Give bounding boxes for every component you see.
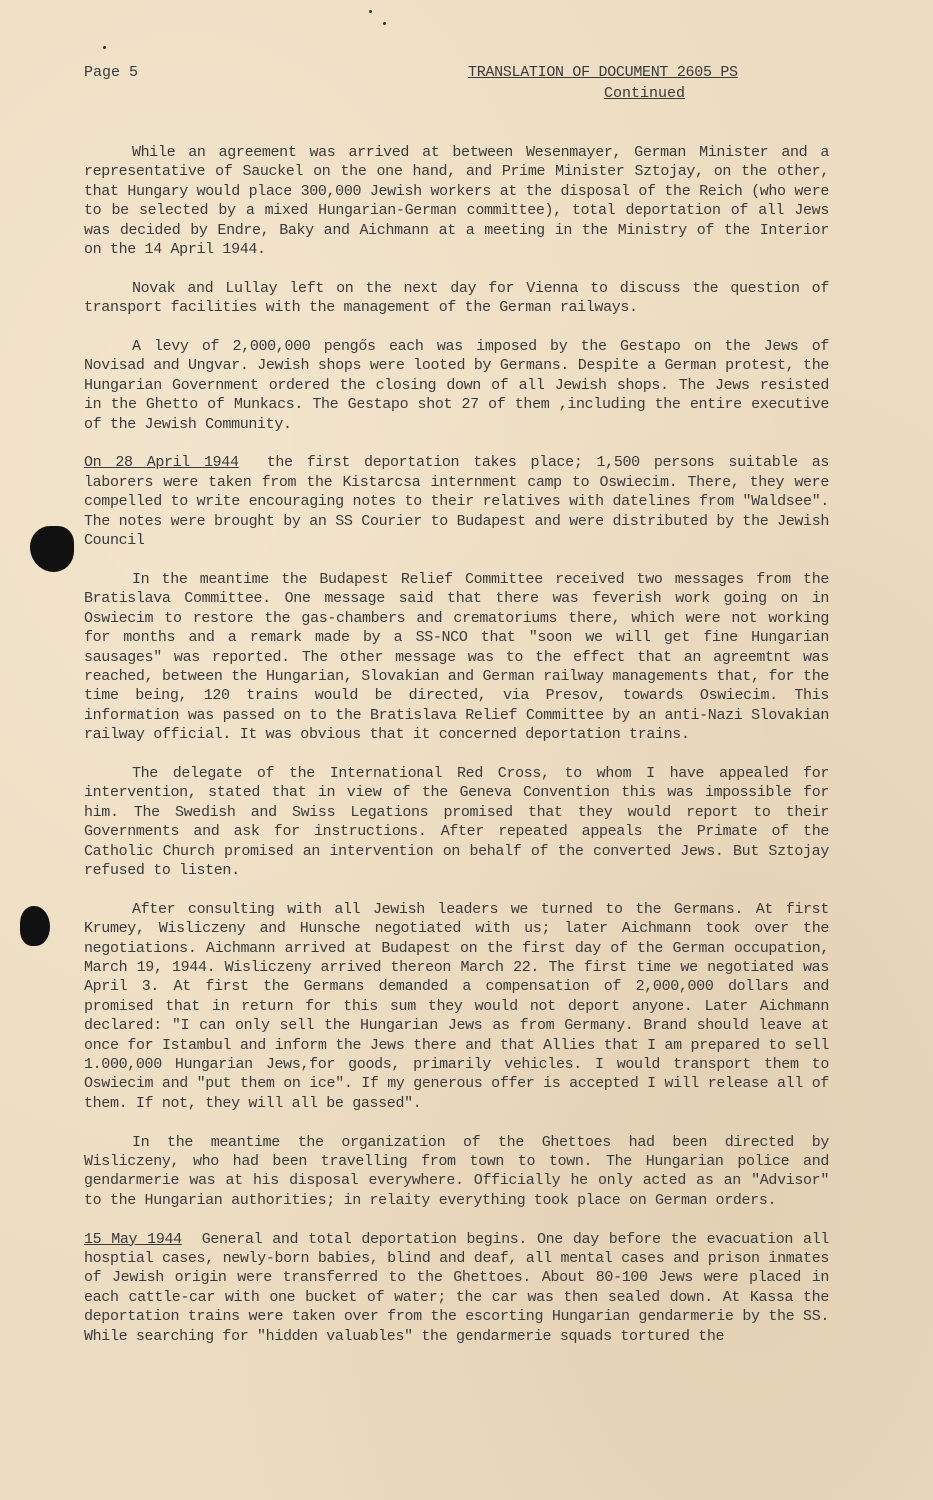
paragraph-text: General and total deportation begins. One day before the evacuation all hosptial cases, newly-born babies, blind and deaf, all mental cases and prison inmates of Jewish origin were transferred to the Ghettoes. About 80-100 Jews were placed in each cattle-car with one bucket of water; the car was then sealed down. At Kassa the deportation trains were taken over from the escorting Hungarian gendarmerie by the SS. While searching for "hidden valuables" the gendarmerie squads tortured the [84,1230,829,1345]
paragraph-date: 15 May 1944 [84,1230,182,1248]
paragraph: Novak and Lullay left on the next day for Vienna to discuss the question of transport facilities with the management of the German railways. [84,279,829,317]
punch-hole [20,906,50,946]
paragraph: While an agreement was arrived at between Wesenmayer, German Minister and a representative of Sauckel on the one hand, and Prime Minister Sztojay, on the other, that Hungary would place 300,000 Jewish workers at the disposal of the Reich (who were to be selected by a mixed Hungarian-German committee), total deportation of all Jews was decided by Endre, Baky and Aichmann at a meeting in the Ministry of the Interior on the 14 April 1944. [84,144,829,259]
document-body [84,143,829,1365]
paragraph: In the meantime the Budapest Relief Committee received two messages from the Bratislava Committee. One message said that there was feverish work going on in Oswiecim to restore the gas-chambers and crematoriums there, which were not working for months and a remark made by a SS-NCO that "soon we will get fine Hungarian sausages" was reported. The other message was to the effect that an agreemtnt was reached, between the Hungarian, Slovakian and German railway managements that, for the time being, 120 trains would be directed, via Presov, towards Oswiecim. This information was passed on to the Bratislava Relief Committee by an anti-Nazi Slovakian railway official. It was obvious that it concerned deportation trains. [84,570,829,744]
paper-speck [369,10,372,13]
paragraph: After consulting with all Jewish leaders we turned to the Germans. At first Krumey, Wisliczeny and Hunsche negotiated with us; later Aichmann took over the negotiations. Aichmann arrived at Budapest on the first day of the German occupation, March 19, 1944. Wisliczeny arrived thereon March 22. The first time we negotiated was April 3. At first the Germans demanded a compensation of 2,000,000 dollars and promised that in return for this sum they would not deport anyone. Later Aichmann declared: "I can only sell the Hungarian Jews as from Germany. Brand should leave at once for Istambul and inform the Jews there and that Allies that I am prepared to sell 1.000,000 Hungarian Jews,for goods, primarily vehicles. I would transport them to Oswiecim and "put them on ice". If my generous offer is accepted I will release all of them. If not, they will all be gassed". [84,900,829,1112]
paper-speck [383,22,386,25]
dated-paragraph [84,1230,829,1346]
page-number: Page 5 [84,64,139,81]
paragraph-date: On 28 April 1944 [84,454,239,472]
punch-hole [30,526,74,572]
paper-speck [103,46,106,49]
paragraph-text: the first deportation takes place; 1,500 persons suitable as laborers were taken from the Kistarcsa internment camp to Oswiecim. There, they were compelled to write encouraging notes to their relatives with datelines from "Waldsee". The notes were brought by an SS Courier to Budapest and were distributed by the Jewish Council [84,454,829,550]
dated-paragraph [84,453,829,550]
paragraph: In the meantime the organization of the Ghettoes had been directed by Wisliczeny, who had been travelling from town to town. The Hungarian police and gendarmerie was at his disposal everywhere. Officially he only acted as an "Advisor" to the Hungarian authorities; in relaity everything took place on German orders. [84,1133,829,1209]
document-subtitle: Continued [604,85,686,102]
paragraph: A levy of 2,000,000 pengős each was imposed by the Gestapo on the Jews of Novisad and Ungvar. Jewish shops were looted by Germans. Despite a German protest, the Hungarian Government ordered the closing down of all Jewish shops. The Jews resisted in the Ghetto of Munkacs. The Gestapo shot 27 of them ,including the entire executive of the Jewish Community. [84,338,829,433]
paragraph: The delegate of the International Red Cross, to whom I have appealed for intervention, stated that in view of the Geneva Convention this was impossible for him. The Swedish and Swiss Legations promised that they would report to their Governments and ask for instructions. After repeated appeals the Primate of the Catholic Church promised an intervention on behalf of the converted Jews. But Sztojay refused to listen. [84,764,829,879]
document-title: TRANSLATION OF DOCUMENT 2605 PS [468,64,738,81]
